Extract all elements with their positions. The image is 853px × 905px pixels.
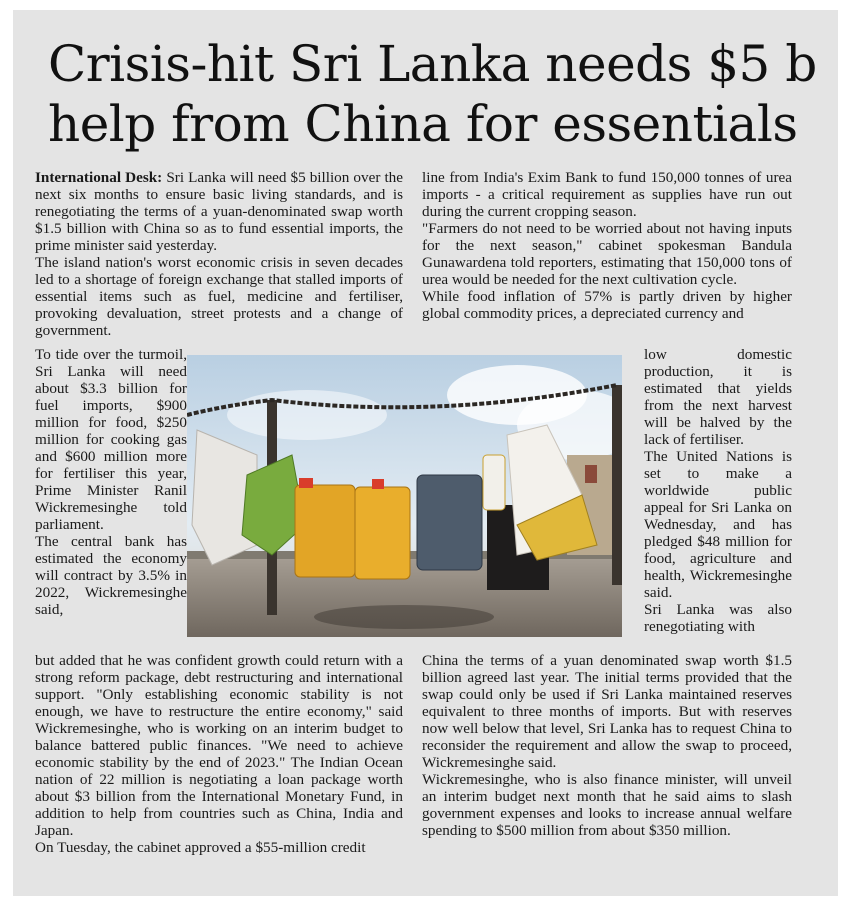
paragraph: line from India's Exim Bank to fund 150,000 tonnes of urea imports - a critical requirement as supplies have run out during the current cropping season. [422, 169, 792, 220]
paragraph [35, 169, 403, 254]
paragraph: Sri Lanka was also renegotiating with [644, 601, 792, 635]
paragraph: China the terms of a yuan denominated swap worth $1.5 billion agreed last year. The initial terms provided that the swap could only be used if Sri Lanka maintained reserves equivalent to three months of imports. But with reserves now well below that level, Sri Lanka has to request China to reconsider the requirement and allow the swap to proceed, Wickremesinghe said. [422, 652, 792, 771]
byline: International Desk: [35, 169, 163, 186]
yellow-can [295, 485, 355, 577]
can-cap [372, 479, 384, 489]
yellow-can [355, 487, 410, 579]
column-1-wrap [35, 346, 187, 618]
chain-post-right [612, 385, 622, 585]
can-cap [299, 478, 313, 488]
paragraph: To tide over the turmoil, Sri Lanka will need about $3.3 billion for fuel imports, $900 million for food, $250 million for cooking gas and $600 million more for fertiliser this year, Prime Minister Ranil Wickremesinghe told parliament. [35, 346, 187, 533]
headline: Crisis-hit Sri Lanka needs $5 b help from China for essentials [48, 35, 817, 153]
white-bottle [483, 455, 505, 510]
column-1-top [35, 169, 403, 339]
column-2-top [422, 169, 792, 322]
column-1-bottom [35, 652, 403, 856]
blue-can [417, 475, 482, 570]
paragraph: but added that he was confident growth could return with a strong reform package, debt restructuring and international support. "Only establishing economic stability is not enough, we have to restructure the entire economy," said Wickremesinghe, who is working on an interim budget to balance battered public finances. "We need to achieve economic stability by the end of 2023." The Indian Ocean nation of 22 million is negotiating a loan package worth about $3 billion from the International Monetary Fund, in addition to help from countries such as China, India and Japan. [35, 652, 403, 839]
column-2-bottom [422, 652, 792, 839]
paragraph: The United Nations is set to make a worldwide public appeal for Sri Lanka on Wednesday, and has pledged $48 million for food, agriculture and health, Wickremesinghe said. [644, 448, 792, 601]
column-2-wrap [644, 346, 792, 635]
paragraph: While food inflation of 57% is partly driven by higher global commodity prices, a depreciated currency and [422, 288, 792, 322]
paragraph: The central bank has estimated the economy will contract by 3.5% in 2022, Wickremesinghe said, [35, 533, 187, 618]
news-photo [187, 355, 622, 637]
building-window [585, 465, 597, 483]
paragraph: Wickremesinghe, who is also finance minister, will unveil an interim budget next month that he said aims to slash government expenses and looks to increase annual welfare spending to $500 million from about $350 million. [422, 771, 792, 839]
paragraph: "Farmers do not need to be worried about not having inputs for the next season," cabinet spokesman Bandula Gunawardena told reporters, estimating that 150,000 tons of urea would be needed for the next cultivation cycle. [422, 220, 792, 288]
cloud [227, 390, 387, 440]
paragraph: The island nation's worst economic crisis in seven decades led to a shortage of foreign exchange that stalled imports of essential items such as fuel, medicine and fertiliser, provoking devaluation, street protests and a change of government. [35, 254, 403, 339]
photo-fuel-cans-on-chain [187, 355, 622, 637]
paragraph: low domestic production, it is estimated that yields from the next harvest will be halved by the lack of fertiliser. [644, 346, 792, 448]
paragraph: On Tuesday, the cabinet approved a $55-million credit [35, 839, 366, 856]
paragraph-text: Sri Lanka will need $5 billion over the next six months to ensure basic living standards, and is renegotiating the terms of a yuan-denominated swap worth $1.5 billion with China so as to fund essential imports, the prime minister said yesterday. [35, 169, 404, 254]
shadow [314, 605, 494, 629]
